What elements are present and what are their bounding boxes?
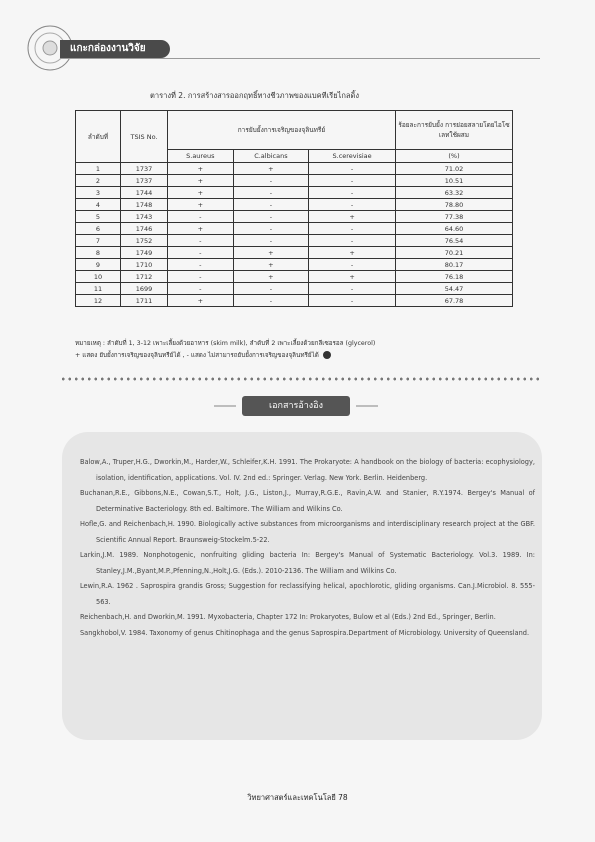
table-cell-b: - bbox=[233, 199, 309, 211]
table-cell-pct: 67.78 bbox=[396, 295, 513, 307]
table-cell-no: 4 bbox=[76, 199, 121, 211]
table-note-line2 bbox=[75, 350, 515, 362]
table-cell-no: 1 bbox=[76, 163, 121, 175]
table-row bbox=[76, 211, 513, 223]
table-cell-c: - bbox=[309, 175, 396, 187]
table-cell-c: - bbox=[309, 163, 396, 175]
table-cell-pct: 63.32 bbox=[396, 187, 513, 199]
header-rule bbox=[60, 58, 540, 59]
table-cell-c: - bbox=[309, 235, 396, 247]
reference-item: Sangkhobol,V. 1984. Taxonomy of genus Chitinophaga and the genus Saprospira.Department of Microbiology. University of Queensland. bbox=[80, 628, 530, 637]
table-cell-a: + bbox=[168, 163, 234, 175]
table-row bbox=[76, 187, 513, 199]
col-saureus-header: S.aureus bbox=[168, 150, 234, 163]
bullet-icon bbox=[323, 351, 331, 359]
table-cell-pct: 76.54 bbox=[396, 235, 513, 247]
col-percent-unit: (%) bbox=[396, 150, 513, 163]
table-row bbox=[76, 259, 513, 271]
table-cell-pct: 70.21 bbox=[396, 247, 513, 259]
table-row bbox=[76, 271, 513, 283]
table-cell-c: - bbox=[309, 295, 396, 307]
table-cell-b: + bbox=[233, 247, 309, 259]
table-cell-a: - bbox=[168, 259, 234, 271]
table-cell-pct: 10.51 bbox=[396, 175, 513, 187]
table-cell-pct: 76.18 bbox=[396, 271, 513, 283]
table-cell-c: - bbox=[309, 199, 396, 211]
results-table bbox=[75, 110, 513, 307]
table-cell-no: 2 bbox=[76, 175, 121, 187]
table-cell-c: + bbox=[309, 271, 396, 283]
table-cell-b: - bbox=[233, 187, 309, 199]
table-cell-c: + bbox=[309, 247, 396, 259]
table-cell-c: - bbox=[309, 259, 396, 271]
table-cell-id: 1737 bbox=[121, 175, 168, 187]
col-calbicans-header: C.albicans bbox=[233, 150, 309, 163]
table-cell-no: 11 bbox=[76, 283, 121, 295]
table-row bbox=[76, 175, 513, 187]
col-group-header: การยับยั้งการเจริญของจุลินทรีย์ bbox=[168, 111, 396, 150]
table-cell-no: 8 bbox=[76, 247, 121, 259]
table-cell-a: - bbox=[168, 271, 234, 283]
table-cell-no: 5 bbox=[76, 211, 121, 223]
table-cell-b: + bbox=[233, 259, 309, 271]
table-cell-b: - bbox=[233, 283, 309, 295]
table-cell-a: + bbox=[168, 187, 234, 199]
table-caption: ตารางที่ 2. การสร้างสารออกฤทธิ์ทางชีวภาพของแบคทีเรียไกลดิ้ง bbox=[150, 91, 360, 100]
table-cell-b: + bbox=[233, 271, 309, 283]
table-cell-id: 1737 bbox=[121, 163, 168, 175]
reference-item: Lewin,R.A. 1962 . Saprospira grandis Gross; Suggestion for reclassifying helical, apochlorotic, gliding organisms. Can.J.Microbiol. 8. 555-563. bbox=[80, 582, 535, 606]
table-cell-no: 10 bbox=[76, 271, 121, 283]
table-cell-c: - bbox=[309, 187, 396, 199]
table-cell-a: - bbox=[168, 283, 234, 295]
table-cell-a: + bbox=[168, 175, 234, 187]
table-cell-b: - bbox=[233, 223, 309, 235]
table-cell-pct: 78.80 bbox=[396, 199, 513, 211]
table-row bbox=[76, 247, 513, 259]
table-cell-a: + bbox=[168, 295, 234, 307]
table-row bbox=[76, 199, 513, 211]
table-note bbox=[75, 338, 515, 362]
page-footer: วิทยาศาสตร์และเทคโนโลยี 78 bbox=[247, 793, 348, 802]
table-note-line1: หมายเหตุ : ลำดับที่ 1, 3-12 เพาะเลี้ยงด้วยอาหาร (skim milk), ลำดับที่ 2 เพาะเลี้ยงด้วยกลีเซอรอล (glycerol) bbox=[75, 340, 376, 347]
col-percent-header: ร้อยละการยับยั้ง การย่อยสลายโดยไอโซเลทใช้ผสม bbox=[396, 111, 513, 150]
table-row bbox=[76, 163, 513, 175]
table-cell-b: - bbox=[233, 235, 309, 247]
table-cell-pct: 54.47 bbox=[396, 283, 513, 295]
table-cell-no: 6 bbox=[76, 223, 121, 235]
col-isolate-header: TSIS No. bbox=[121, 111, 168, 163]
table-cell-b: - bbox=[233, 211, 309, 223]
table-cell-a: + bbox=[168, 223, 234, 235]
table-cell-pct: 77.38 bbox=[396, 211, 513, 223]
table-cell-b: - bbox=[233, 175, 309, 187]
table-cell-pct: 80.17 bbox=[396, 259, 513, 271]
table-cell-a: + bbox=[168, 199, 234, 211]
table-body bbox=[76, 163, 513, 307]
table-cell-b: - bbox=[233, 295, 309, 307]
table-cell-id: 1744 bbox=[121, 187, 168, 199]
table-cell-id: 1711 bbox=[121, 295, 168, 307]
col-no-header: ลำดับที่ bbox=[76, 111, 121, 163]
table-row bbox=[76, 223, 513, 235]
reference-item: Buchanan,R.E., Gibbons,N.E., Cowan,S.T., Holt, J.G., Liston,J., Murray,R.G.E., Ravin,A.W. and Stanier, R.Y.1974. Bergey's Manual of Determinative Bacteriology. 8th ed. Baltimore. The William and Wilkins Co. bbox=[80, 489, 535, 513]
section-tab: แกะกล่องงานวิจัย bbox=[60, 40, 170, 58]
table-cell-a: - bbox=[168, 211, 234, 223]
references-title: เอกสารอ้างอิง bbox=[242, 396, 350, 416]
table-cell-no: 3 bbox=[76, 187, 121, 199]
table-cell-no: 12 bbox=[76, 295, 121, 307]
table-note-line2-text: + แสดง ยับยั้งการเจริญของจุลินทรีย์ได้ , - แสดง ไม่สามารถยับยั้งการเจริญของจุลินทรีย์ได้ bbox=[75, 352, 319, 359]
reference-item: Hofle,G. and Reichenbach,H. 1990. Biologically active substances from microorganisms and interdisciplinary research project at the GBF. Scientific Annual Report. Braunsweig-Stockelm.5-22. bbox=[80, 520, 535, 544]
table-cell-a: - bbox=[168, 235, 234, 247]
table-cell-id: 1746 bbox=[121, 223, 168, 235]
table-cell-c: + bbox=[309, 211, 396, 223]
table-cell-pct: 64.60 bbox=[396, 223, 513, 235]
table-cell-id: 1699 bbox=[121, 283, 168, 295]
reference-item: Reichenbach,H. and Dworkin,M. 1991. Myxobacteria, Chapter 172 In: Prokaryotes, Bulow et al (Eds.) 2nd Ed., Springer, Berlin. bbox=[80, 613, 496, 621]
table-cell-id: 1743 bbox=[121, 211, 168, 223]
dotted-divider bbox=[60, 377, 540, 381]
table-row bbox=[76, 235, 513, 247]
reference-item: Larkin,J.M. 1989. Nonphotogenic, nonfruiting gliding bacteria In: Bergey's Manual of Systematic Bacteriology. Vol.3. 1989. In: Stanley,J.M.,Byant,M.P.,Pfenning,N.,Holt,J.G. (Eds.). 2010-2136. The William and Wilkins Co. bbox=[80, 551, 535, 575]
table-cell-id: 1710 bbox=[121, 259, 168, 271]
reference-item: Balow,A., Truper,H.G., Dworkin,M., Harder,W., Schleifer,K.H. 1991. The Prokaryote: A handbook on the biology of bacteria: ecophysiology, isolation, identification, applications. Vol. IV. 2nd ed.: Springer. Verlag. New York. Berlin. Heidenberg. bbox=[80, 458, 535, 482]
table-row bbox=[76, 283, 513, 295]
table-cell-no: 9 bbox=[76, 259, 121, 271]
table-row bbox=[76, 295, 513, 307]
table-cell-id: 1752 bbox=[121, 235, 168, 247]
table-cell-id: 1712 bbox=[121, 271, 168, 283]
table-cell-c: - bbox=[309, 283, 396, 295]
table-cell-id: 1748 bbox=[121, 199, 168, 211]
table-cell-pct: 71.02 bbox=[396, 163, 513, 175]
table-cell-no: 7 bbox=[76, 235, 121, 247]
col-scerevisiae-header: S.cerevisiae bbox=[309, 150, 396, 163]
table-cell-c: - bbox=[309, 223, 396, 235]
table-cell-id: 1749 bbox=[121, 247, 168, 259]
table-cell-a: - bbox=[168, 247, 234, 259]
references-list bbox=[80, 455, 535, 641]
table-cell-b: + bbox=[233, 163, 309, 175]
